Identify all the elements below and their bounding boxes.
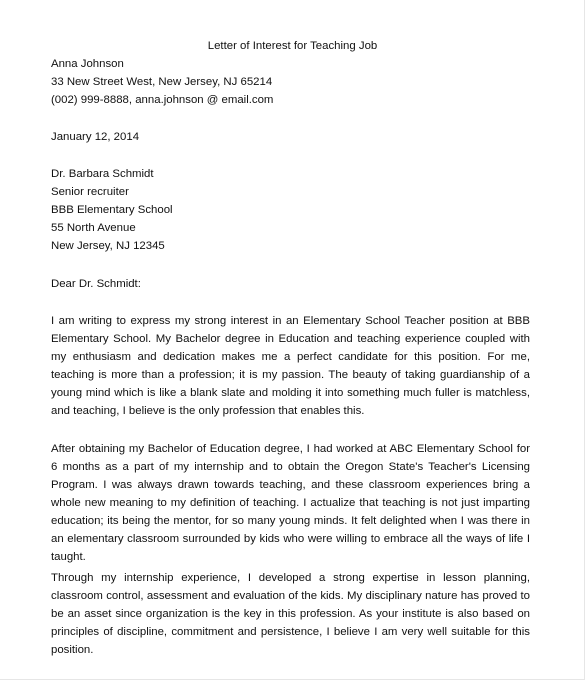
letter-date: January 12, 2014	[51, 131, 140, 143]
sender-address: 33 New Street West, New Jersey, NJ 65214	[51, 76, 273, 88]
paragraph-text: I am writing to express my strong interest in an Elementary School Teacher position at BBB Elementary School. My Bachelor degree in Education and teaching experience coupled with my enthusiasm and dedication makes me a perfect candidate for this position. For me, teaching is more than a profession; it is my passion. The beauty of taking guardianship of a young mind which is like a blank slate and molding it into something much fuller is matchless, and teaching, I believe is the only profession that enables this.	[51, 315, 530, 417]
body-paragraph-2	[51, 440, 530, 566]
body-paragraph-1	[51, 312, 530, 420]
recipient-organization: BBB Elementary School	[51, 204, 173, 216]
paragraph-text: After obtaining my Bachelor of Education degree, I had worked at ABC Elementary School for 6 months as a part of my internship and to obtain the Oregon State's Teacher's Licensing Program. I was always drawn towards teaching, and these classroom experiences bring a whole new meaning to my definition of teaching. I actualize that teaching is not just imparting education; its being the mentor, for so many young minds. It felt delighted when I was there in an elementary classroom surrounded by kids who were willing to embrace all the ways of life I taught.	[51, 443, 530, 563]
recipient-street: 55 North Avenue	[51, 222, 136, 234]
body-paragraph-3	[51, 569, 530, 659]
recipient-name: Dr. Barbara Schmidt	[51, 168, 154, 180]
recipient-title: Senior recruiter	[51, 186, 129, 198]
salutation-block	[51, 275, 530, 293]
sender-contact: (002) 999-8888, anna.johnson @ email.com	[51, 94, 274, 106]
recipient-block	[51, 165, 530, 255]
date-block	[51, 128, 530, 146]
sender-block	[51, 55, 530, 109]
paragraph-text: Through my internship experience, I developed a strong expertise in lesson planning, classroom control, assessment and evaluation of the kids. My disciplinary nature has proved to be an asset since organization is the key in this profession. As your institute is also based on principles of discipline, commitment and persistence, I believe I am very well suitable for this position.	[51, 572, 530, 656]
sender-name: Anna Johnson	[51, 58, 124, 70]
recipient-city: New Jersey, NJ 12345	[51, 240, 165, 252]
salutation: Dear Dr. Schmidt:	[51, 278, 141, 290]
letter-title: Letter of Interest for Teaching Job	[207, 40, 378, 52]
